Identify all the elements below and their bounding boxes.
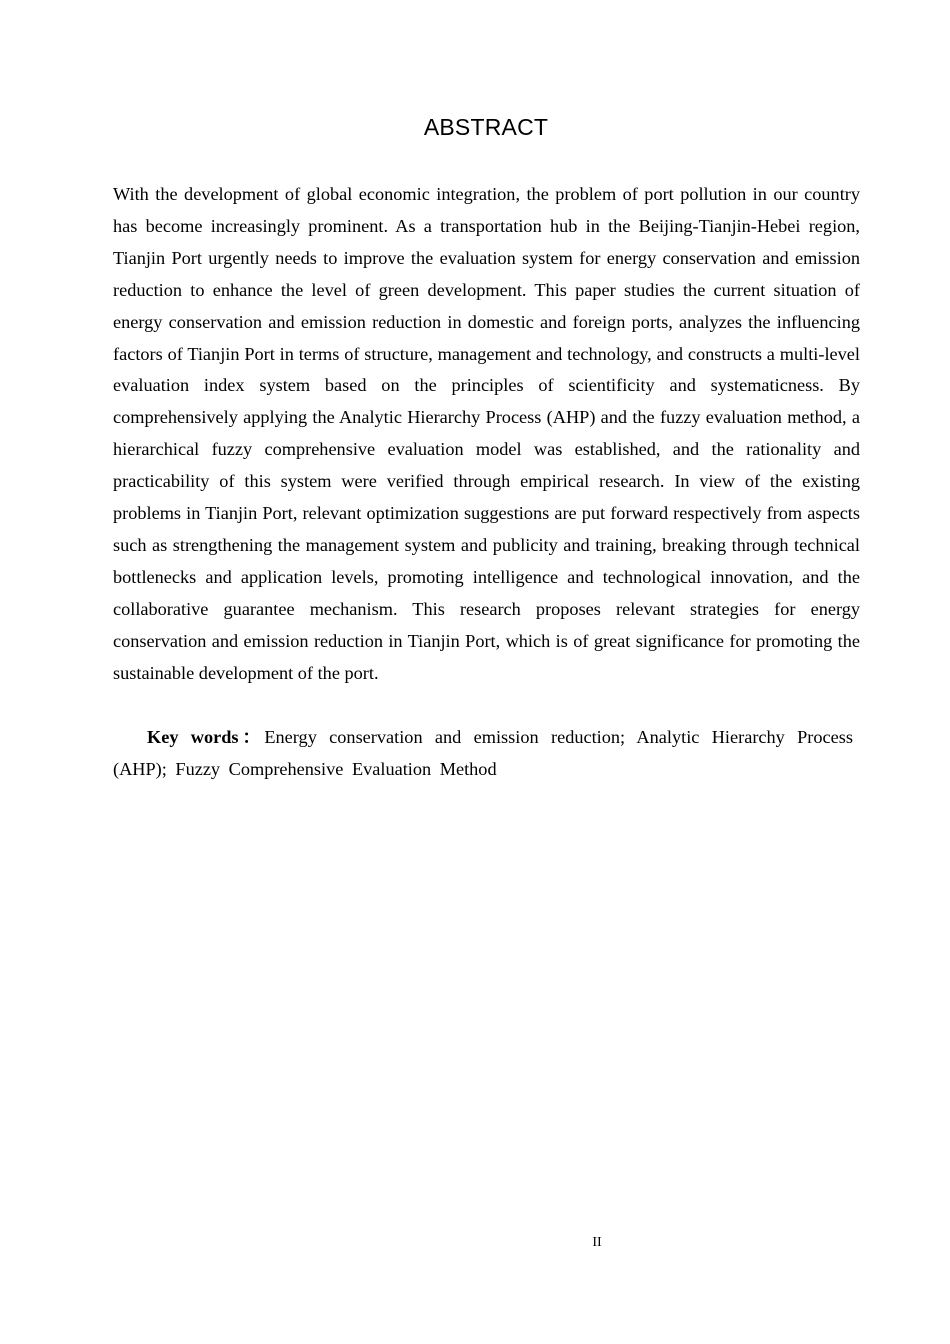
page-number: II — [592, 1235, 602, 1250]
page-title: ABSTRACT — [423, 114, 549, 140]
abstract-paragraph: With the development of global economic integration, the problem of port pollution in our country has become increasingly prominent. As a transportation hub in the Beijing-Tianjin-Hebei region, Tianjin Port urgently needs to improve the evaluation system for energy conservation and emission reduction to enhance the level of green development. This paper studies the current situation of energy conservation and emission reduction in domestic and foreign ports, analyzes the influencing factors of Tianjin Port in terms of structure, management and technology, and constructs a multi-level evaluation index system based on the principles of scientificity and systematicness. By comprehensively applying the Analytic Hierarchy Process (AHP) and the fuzzy evaluation method, a hierarchical fuzzy comprehensive evaluation model was established, and the rationality and practicability of this system were verified through empirical research. In view of the existing problems in Tianjin Port, relevant optimization suggestions are put forward respectively from aspects such as strengthening the management system and publicity and training, breaking through technical bottlenecks and application levels, promoting intelligence and technological innovation, and the collaborative guarantee mechanism. This research proposes relevant strategies for energy conservation and emission reduction in Tianjin Port, which is of great significance for promoting the sustainable development of the port. — [113, 184, 860, 683]
keywords-paragraph — [113, 722, 853, 785]
keywords-label: Key words： — [147, 727, 265, 747]
keywords-text: Energy conservation and emission reduction; Analytic Hierarchy Process (AHP); Fuzzy Comprehensive Evaluation Method — [113, 727, 853, 779]
